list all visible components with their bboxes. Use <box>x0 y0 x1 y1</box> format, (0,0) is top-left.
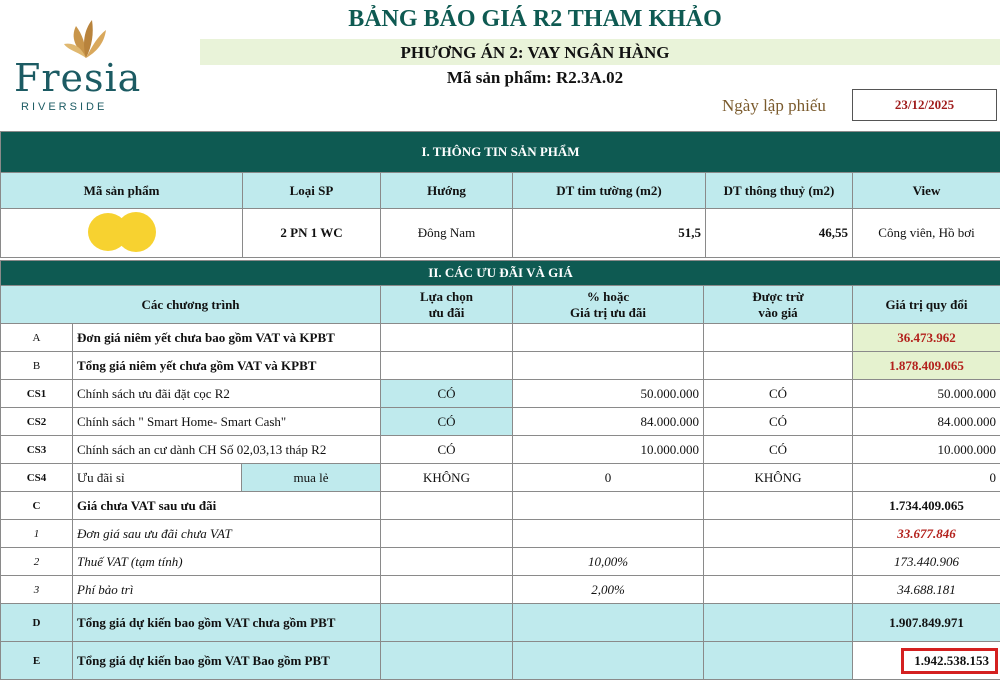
direction-value: Đông Nam <box>381 209 513 258</box>
row-code: 3 <box>1 576 73 604</box>
choice-cell: CÓ <box>381 436 513 464</box>
row-label: Đơn giá sau ưu đãi chưa VAT <box>73 520 381 548</box>
col-value: Giá trị quy đổi <box>853 286 1000 324</box>
table-row <box>1 548 1000 576</box>
row-label: Tổng giá dự kiến bao gồm VAT Bao gồm PBT <box>73 642 381 680</box>
table-cell <box>513 604 704 642</box>
header-line: vào giá <box>758 304 798 320</box>
table-cell: CÓ <box>704 436 853 464</box>
table-cell <box>513 492 704 520</box>
row-code: CS4 <box>1 464 73 492</box>
table-row <box>1 642 1000 680</box>
table-cell <box>381 520 513 548</box>
row-code: CS3 <box>1 436 73 464</box>
row-label: Thuế VAT (tạm tính) <box>73 548 381 576</box>
table-row <box>1 352 1000 380</box>
table-cell <box>513 324 704 352</box>
row-value: 50.000.000 <box>853 380 1000 408</box>
row-code: CS1 <box>1 380 73 408</box>
final-total-cell <box>853 642 1000 680</box>
row-value: 36.473.962 <box>853 324 1000 352</box>
col-area-wall: DT tim tường (m2) <box>513 173 706 209</box>
view-value: Công viên, Hồ bơi <box>853 209 1000 258</box>
row-value: 0 <box>853 464 1000 492</box>
page-subtitle: PHƯƠNG ÁN 2: VAY NGÂN HÀNG <box>400 43 670 62</box>
table-row <box>1 436 1000 464</box>
row-value: 1.907.849.971 <box>853 604 1000 642</box>
col-program: Các chương trình <box>1 286 381 324</box>
header-line: % hoặc <box>586 288 630 304</box>
table-cell <box>704 492 853 520</box>
row-code: E <box>1 642 73 680</box>
redacted-product-code <box>1 209 243 258</box>
col-product-code: Mã sản phẩm <box>1 173 243 209</box>
table-row <box>1 604 1000 642</box>
table-cell <box>704 642 853 680</box>
table-cell <box>704 352 853 380</box>
row-value: 10.000.000 <box>853 436 1000 464</box>
date-value: 23/12/2025 <box>852 89 997 121</box>
row-value: 173.440.906 <box>853 548 1000 576</box>
table-cell: CÓ <box>704 408 853 436</box>
table-cell <box>513 642 704 680</box>
row-label: Chính sách an cư dành CH Số 02,03,13 tháp R2 <box>73 436 381 464</box>
header-line: Được trừ <box>752 288 804 304</box>
table-cell <box>513 520 704 548</box>
choice-cell[interactable]: CÓ <box>381 408 513 436</box>
col-area-clear: DT thông thuỷ (m2) <box>706 173 853 209</box>
table-cell: 10.000.000 <box>513 436 704 464</box>
header-line: Lựa chọn <box>420 288 473 304</box>
table-row <box>1 520 1000 548</box>
row-code: B <box>1 352 73 380</box>
row-value: 1.734.409.065 <box>853 492 1000 520</box>
col-direction: Hướng <box>381 173 513 209</box>
row-label: Chính sách " Smart Home- Smart Cash" <box>73 408 381 436</box>
table-cell: 50.000.000 <box>513 380 704 408</box>
col-product-type: Loại SP <box>243 173 381 209</box>
col-percent <box>513 286 704 324</box>
table-cell <box>704 604 853 642</box>
redaction-blot-icon <box>86 209 158 253</box>
row-label: Giá chưa VAT sau ưu đãi <box>73 492 381 520</box>
row-value: 33.677.846 <box>853 520 1000 548</box>
table-cell: 2,00% <box>513 576 704 604</box>
col-deduct <box>704 286 853 324</box>
row-code: A <box>1 324 73 352</box>
row-label: Đơn giá niêm yết chưa bao gồm VAT và KPBT <box>73 324 381 352</box>
row-code: CS2 <box>1 408 73 436</box>
table-cell <box>513 352 704 380</box>
table-row <box>1 576 1000 604</box>
final-total-value: 1.942.538.153 <box>901 648 998 674</box>
row-code: D <box>1 604 73 642</box>
table-cell: 84.000.000 <box>513 408 704 436</box>
row-code: 2 <box>1 548 73 576</box>
row-label: Chính sách ưu đãi đặt cọc R2 <box>73 380 381 408</box>
table-cell: CÓ <box>704 380 853 408</box>
table-cell <box>704 576 853 604</box>
product-type-value: 2 PN 1 WC <box>243 209 381 258</box>
section2-title: II. CÁC ƯU ĐÃI VÀ GIÁ <box>1 261 1000 286</box>
product-code-line: Mã sản phẩm: R2.3A.02 <box>446 68 624 87</box>
area-clear-value: 46,55 <box>706 209 853 258</box>
table-row <box>1 324 1000 352</box>
row-label: Tổng giá dự kiến bao gồm VAT chưa gồm PBT <box>73 604 381 642</box>
wholesale-option-cell[interactable]: mua lẻ <box>242 464 381 492</box>
section1-title: I. THÔNG TIN SẢN PHẨM <box>1 132 1000 173</box>
table-cell <box>381 492 513 520</box>
date-label: Ngày lập phiếu <box>722 96 826 115</box>
header-line: ưu đãi <box>428 304 465 320</box>
col-choice <box>381 286 513 324</box>
row-code: C <box>1 492 73 520</box>
table-row <box>1 408 1000 436</box>
col-view: View <box>853 173 1000 209</box>
table-cell <box>704 324 853 352</box>
header-line: Giá trị ưu đãi <box>569 304 647 320</box>
row-value: 34.688.181 <box>853 576 1000 604</box>
table-cell: 10,00% <box>513 548 704 576</box>
table-cell <box>381 642 513 680</box>
row-code: 1 <box>1 520 73 548</box>
row-label: Phí bảo trì <box>73 576 381 604</box>
brand-logo-text: Fresia <box>14 56 142 100</box>
row-value: 1.878.409.065 <box>853 352 1000 380</box>
brand-logo-subtext: RIVERSIDE <box>21 101 108 113</box>
row-label: Ưu đãi sỉ <box>73 464 242 492</box>
table-cell <box>381 576 513 604</box>
choice-cell: KHÔNG <box>381 464 513 492</box>
table-cell <box>704 520 853 548</box>
table-cell <box>381 604 513 642</box>
row-label: Tổng giá niêm yết chưa gồm VAT và KPBT <box>73 352 381 380</box>
table-row <box>1 464 1000 492</box>
row-value: 84.000.000 <box>853 408 1000 436</box>
table-cell <box>381 548 513 576</box>
table-row <box>1 492 1000 520</box>
table-cell <box>704 548 853 576</box>
page-title: BẢNG BÁO GIÁ R2 THAM KHẢO <box>348 6 722 32</box>
product-info-table <box>0 131 1000 258</box>
table-cell <box>381 324 513 352</box>
choice-cell[interactable]: CÓ <box>381 380 513 408</box>
area-wall-value: 51,5 <box>513 209 706 258</box>
table-row <box>1 380 1000 408</box>
table-cell <box>381 352 513 380</box>
table-cell: 0 <box>513 464 704 492</box>
pricing-table <box>0 260 1000 680</box>
table-cell: KHÔNG <box>704 464 853 492</box>
